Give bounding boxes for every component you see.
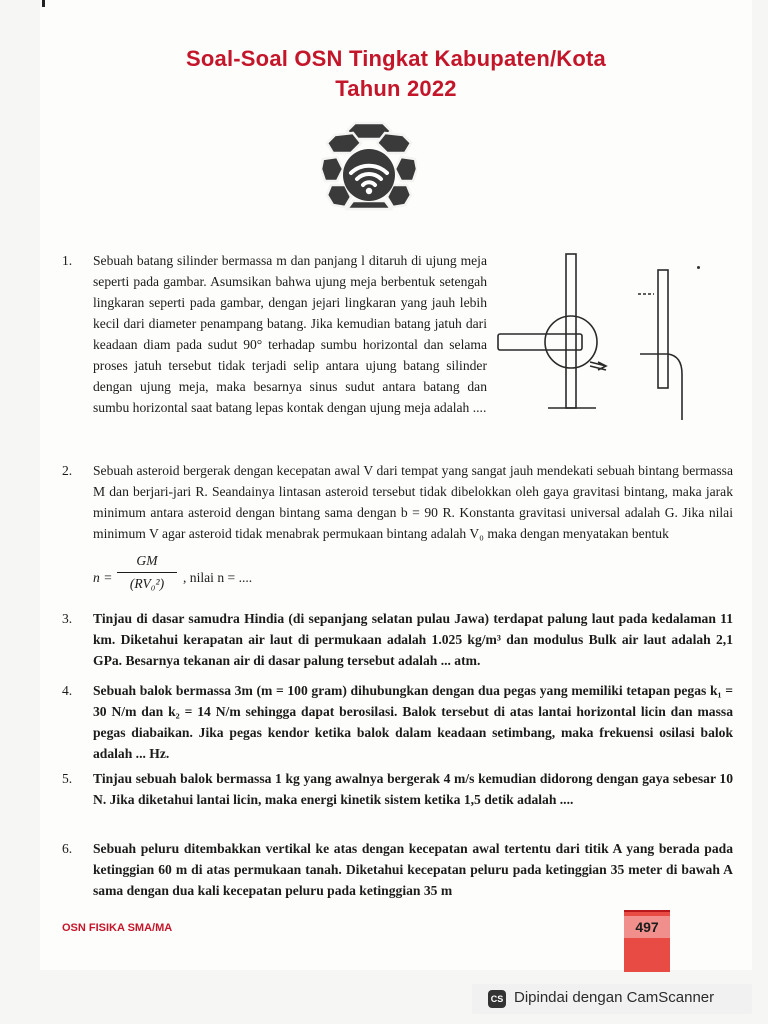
camscanner-badge — [472, 984, 752, 1014]
question-number: 5. — [62, 771, 73, 786]
question-number: 1. — [62, 253, 73, 268]
title-line-2: Tahun 2022 — [335, 76, 457, 101]
question-text: Tinjau di dasar samudra Hindia (di sepanjang selatan pulau Jawa) terdapat palung laut pada kedalaman 11 km. Diketahui kerapatan air laut di permukaan adalah 1.025 kg/m³ dan modulus Bulk air laut adalah 2,1 GPa. Besarnya tekanan air di dasar palung tersebut adalah ... atm. — [93, 611, 733, 668]
question-text: Sebuah batang silinder bermassa m dan panjang l ditaruh di ujung meja seperti pada gambar. Asumsikan bahwa ujung meja berbentuk setengah lingkaran seperti pada gambar, dengan jejari lingkaran yang jauh lebih kecil dari diameter penampang batang. Jika kemudian batang jatuh dari keadaan diam pada sudut 90° terhadap sumbu horizontal dan selama proses jatuh tersebut tidak terjadi selip antara ujung batang silinder dengan ujung meja, maka besarnya sinus sudut antara batang dan sumbu horizontal saat batang lepas kontak dengan ujung meja adalah .... — [93, 253, 487, 415]
table-top — [498, 334, 582, 350]
question-text: Tinjau sebuah balok bermassa 1 kg yang awalnya bergerak 4 m/s kemudian didorong dengan gaya sebesar 10 N. Jika diketahui lantai licin, maka energi kinetik sistem ketika 1,5 detik adalah .... — [93, 771, 733, 807]
question-number: 2. — [62, 463, 73, 478]
vertical-rod-left — [566, 254, 576, 408]
formula-rhs: , nilai n = .... — [183, 570, 253, 585]
page-number: 497 — [624, 916, 670, 938]
question-text: Sebuah asteroid bergerak dengan kecepatan awal V dari tempat yang sangat jauh mendekati sebuah bintang bermassa M dan berjari-jari R. Seandainya lintasan asteroid tersebut tidak dibelokkan oleh gaya gravitasi bintang, maka jarak minimum antara asteroid dengan bintang sama dengan b = 90 R. Konstanta gravitasi universal adalah G. Jika nilai minimum V agar asteroid tidak menabrak permukaan bintang adalah V₀ maka dengan menyatakan bentuk — [93, 463, 733, 541]
scan-corner-mark — [42, 0, 45, 7]
page-number-tab — [624, 910, 670, 972]
formula-fraction — [117, 552, 177, 593]
table-edge-circle — [545, 316, 597, 368]
formula-lhs: n = — [93, 570, 113, 585]
page-speck — [697, 266, 700, 269]
rod-on-table-edge-diagram — [494, 250, 694, 420]
page-title — [40, 44, 752, 104]
question-number: 4. — [62, 683, 73, 698]
book-label: OSN FISIKA SMA/MA — [62, 922, 173, 934]
camscanner-logo-icon: CS — [488, 990, 506, 1008]
formula-denominator: (RV₀²) — [129, 576, 165, 591]
fraction-bar — [117, 572, 177, 573]
camscanner-text: Dipindai dengan CamScanner — [514, 989, 715, 1006]
wifi-cube-logo-icon — [321, 121, 417, 211]
title-line-1: Soal-Soal OSN Tingkat Kabupaten/Kota — [186, 46, 606, 71]
question-text: Sebuah balok bermassa 3m (m = 100 gram) dihubungkan dengan dua pegas yang memiliki tetapan pegas k₁ = 30 N/m dan k₂ = 14 N/m sehingga dapat berosilasi. Balok tersebut di atas lantai horizontal licin dan massa pegas diabaikan. Jika pegas kendor ketika balok dalam keadaan setimbang, maka frekuensi osilasi balok adalah ... Hz. — [93, 683, 733, 761]
table-edge-curve — [668, 354, 682, 420]
formula-numerator: GM — [136, 553, 158, 568]
question-number: 3. — [62, 611, 73, 626]
question-number: 6. — [62, 841, 73, 856]
question-text: Sebuah peluru ditembakkan vertikal ke atas dengan kecepatan awal tertentu dari titik A yang berada pada ketinggian 60 m di atas permukaan tanah. Diketahui kecepatan peluru pada ketinggian 35 meter di bawah A sama dengan dua kali kecepatan peluru pada ketinggian 35 m — [93, 841, 733, 898]
vertical-rod-right — [658, 270, 668, 388]
